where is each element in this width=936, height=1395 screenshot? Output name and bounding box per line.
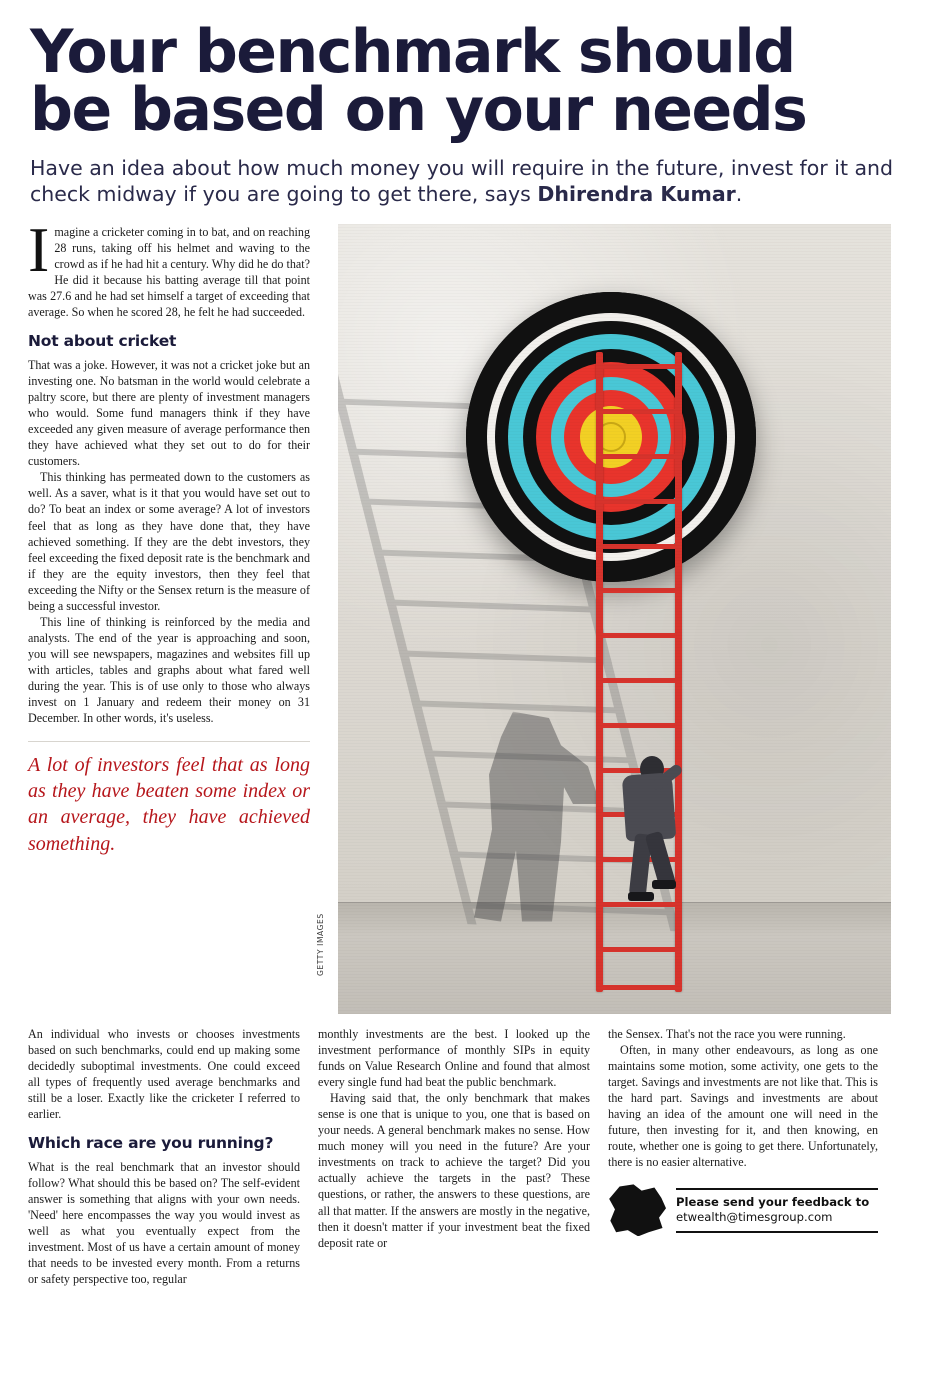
standfirst-text-2: .: [735, 182, 743, 207]
column-bottom-3: [608, 1026, 878, 1288]
column-left: [28, 213, 328, 1014]
author-name: Dhirendra Kumar: [537, 182, 736, 207]
feedback-email[interactable]: etwealth@timesgroup.com: [676, 1210, 833, 1225]
feedback-text: [676, 1188, 878, 1233]
subhead-which-race: Which race are you running?: [28, 1134, 274, 1153]
bottom-c2-paragraph-1: monthly investments are the best. I looked up the investment performance of monthly SIPs in equity funds on Value Research Online and found that almost every single fund had beat the public benchmark.: [318, 1026, 590, 1089]
top-content-area: [28, 213, 908, 1014]
ink-blot-icon: [608, 1184, 666, 1236]
page-title: [30, 17, 908, 145]
paragraph-2: This thinking has permeated down to the customers as well. As a saver, what is it that you would have set out to do? To beat an index or some average? A lot of investors feel that as long as they have done that, they have achieved something. If they are the debt investors, they feel exceeding the fixed deposit rate is the benchmark and if they are the equity investors, then they feel that exceeding the Nifty or the Sensex return is the measure of being a successful investor.: [28, 470, 310, 613]
intro-paragraph: [28, 213, 310, 320]
pull-quote: A lot of investors feel that as long as they have beaten some index or an average, they have achieved something.: [28, 741, 310, 858]
column-bottom-1: [28, 1026, 300, 1288]
paragraph-3: This line of thinking is reinforced by the media and analysts. The end of the year is approaching and soon, you will see newspapers, magazines and websites fill up with articles, tables and graphs about what fared well during the year. This is of use only to those who always invest on 1 January and redeem their money on 31 December. In other words, it's useless.: [28, 614, 310, 726]
bottom-c3-paragraph-2: Often, in many other endeavours, as long as one maintains some motion, some activity, one gets to the target. Savings and investments are not like that. This is the hard part. Savings and investments are about having an idea of the amount one will need in the future, then investing for it, and then knowing, en route, whether one is going to get there. Unfortunately, there is no easier alternative.: [608, 1042, 878, 1170]
image-credit: GETTY IMAGES: [316, 912, 325, 976]
article-illustration: [316, 224, 908, 1014]
bottom-content-area: [28, 1026, 908, 1288]
subhead-not-about-cricket: Not about cricket: [28, 332, 177, 351]
column-bottom-2: [318, 1026, 590, 1288]
bottom-c2-paragraph-2: Having said that, the only benchmark that makes sense is one that is unique to you, one that is based on your needs. A general benchmark makes no sense. How much money will you need in the future? Are your investments on track to achieve the target? Did you actually achieve the targets in the past? These questions, or rather, the answers to these questions, are all that matter. If the answers are mostly in the negative, then it doesn't matter if your investment beat the fixed deposit rate or: [318, 1090, 590, 1250]
bottom-c1-paragraph-2: What is the real benchmark that an investor should follow? What should this be based on? The self-evident answer is something that aligns with your own needs. 'Need' here encompasses the way you would invest as well as what you eventually expect from the investment. Most of us have a certain amount of money that needs to be invested every month. From a returns or safety perspective too, regular: [28, 1159, 300, 1287]
bottom-c1-paragraph-1: An individual who invests or chooses investments based on such benchmarks, could end up making some decidedly suboptimal investments. One could exceed all types of frequently used average benchmarks and still be a loser. Exactly like the cricketer I referred to earlier.: [28, 1026, 300, 1122]
feedback-box: [608, 1184, 878, 1236]
bottom-c3-paragraph-1: the Sensex. That's not the race you were running.: [608, 1026, 846, 1041]
standfirst-text-1: Have an idea about how much money you will require in the future, invest for it and check midway if you are going to get there, says: [30, 156, 894, 207]
texture-overlay: [338, 224, 891, 1014]
headline-line-1: Your benchmark should: [30, 17, 795, 87]
feedback-label: Please send your feedback to: [676, 1194, 870, 1209]
drop-cap: I: [28, 213, 50, 285]
illustration-canvas: [338, 224, 891, 1014]
headline-line-2: be based on your needs: [30, 74, 807, 145]
intro-text: magine a cricketer coming in to bat, and on reaching 28 runs, taking off his helmet and waving to the crowd as if he had hit a century. Why did he do that? He did it because his batting average till that point was 27.6 and he had set himself a target of exceeding that average. So when he scored 28, he felt he had succeeded.: [28, 224, 310, 320]
standfirst: [30, 155, 908, 207]
paragraph-1: That was a joke. However, it was not a cricket joke but an investing one. No batsman in the world would celebrate a paltry score, but there are plenty of investment managers who would. Some fund managers think if they have exceeded any given measure of average performance then they have achieved what they set out to do for their customers.: [28, 357, 310, 469]
